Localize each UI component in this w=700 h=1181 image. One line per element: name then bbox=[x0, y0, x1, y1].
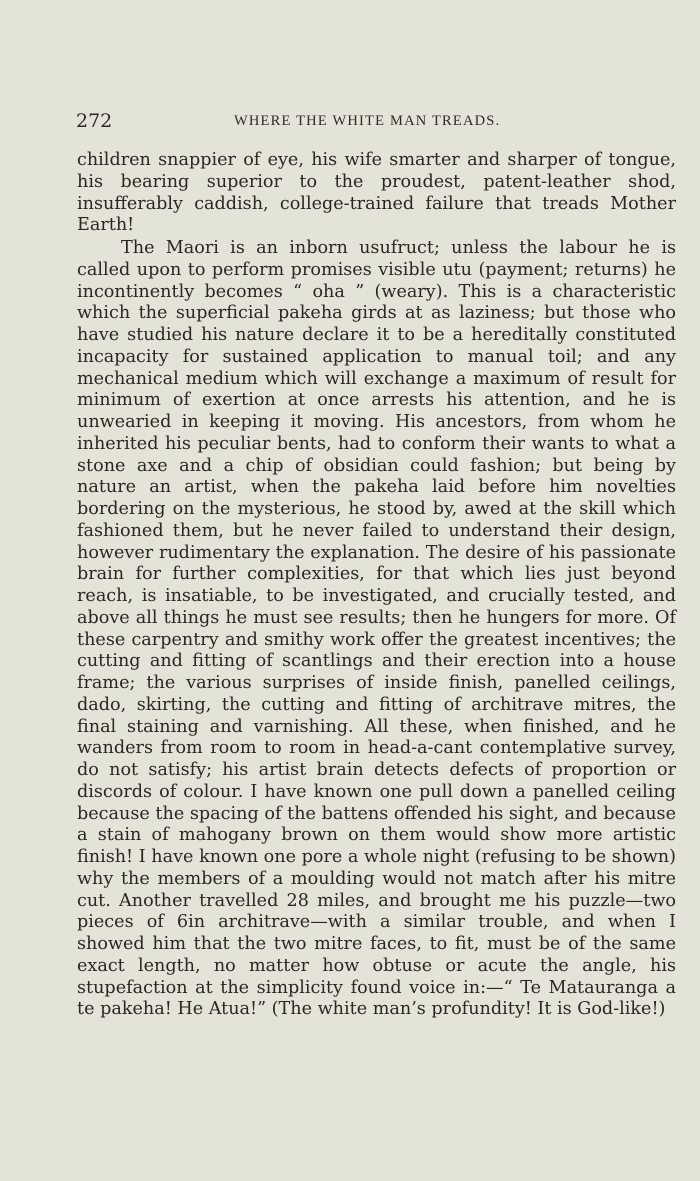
running-head bbox=[76, 110, 676, 134]
body-text bbox=[77, 150, 676, 1021]
paragraph-maori-usufruct: The Maori is an inborn usufruct; unless the labour he is called upon to perform promises visible utu (payment; returns) he incontinently becomes “ oha ” (weary). This is a characteristic which the superficial pakeha girds at as laziness; but those who have studied his nature declare it to be a hereditally constituted incapacity for sustained application to manual toil; and any mechanical medium which will exchange a maximum of result for minimum of exertion at once arrests his attention, and he is unwearied in keeping it moving. His ancestors, from whom he inherited his peculiar bents, had to conform their wants to what a stone axe and a chip of obsidian could fashion; but being by nature an artist, when the pakeha laid before him novelties bordering on the mysterious, he stood by, awed at the skill which fashioned them, but he never failed to understand their design, however rudimentary the explanation. The desire of his passionate brain for further complexities, for that which lies just beyond reach, is insatiable, to be investigated, and crucially tested, and above all things he must see results; then he hungers for more. Of these carpentry and smithy work offer the greatest incentives; the cutting and fitting of scantlings and their erection into a house frame; the various surprises of inside finish, panelled ceilings, dado, skirting, the cutting and fitting of architrave mitres, the final staining and varnishing. All these, when finished, and he wanders from room to room in head-a-cant contemplative survey, do not satisfy; his artist brain detects defects of proportion or discords of colour. I have known one pull down a panelled ceiling because the spacing of the battens offended his sight, and because a stain of mahogany brown on them would show more artistic finish! I have known one pore a whole night (refusing to be shown) why the members of a moulding would not match after his mitre cut. Another travelled 28 miles, and brought me his puzzle—two pieces of 6in architrave—with a similar trouble, and when I showed him that the two mitre faces, to fit, must be of the same exact length, no matter how obtuse or acute the angle, his stupefaction at the simplicity found voice in:—“ Te Matauranga a te pakeha! He Atua!” (The white man’s profundity! It is God-like!) bbox=[77, 238, 676, 1020]
page-number: 272 bbox=[76, 110, 113, 132]
paragraph-continuation: children snappier of eye, his wife smarter and sharper of tongue, his bearing superior to the proudest, patent-leather shod, insufferably caddish, college-trained failure that treads Mother Earth! bbox=[77, 150, 676, 236]
running-title: WHERE THE WHITE MAN TREADS. bbox=[234, 113, 501, 129]
